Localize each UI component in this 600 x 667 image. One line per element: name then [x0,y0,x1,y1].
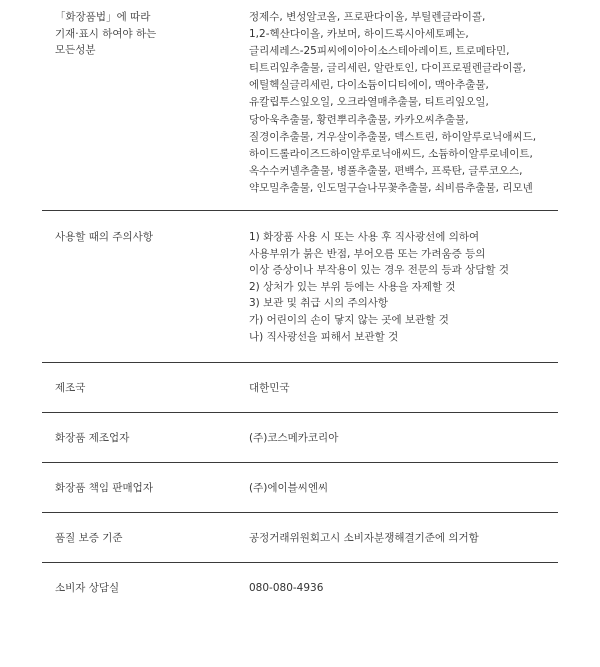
table-row-precautions [42,211,558,363]
table-row-origin [42,363,558,413]
row-label: 품질 보증 기준 [55,532,123,544]
row-value: (주)에이블씨엔씨 [249,482,329,494]
row-value: 080-080-4936 [249,582,324,594]
table-row-customer-service [42,563,558,613]
row-value: 1) 화장품 사용 시 또는 사용 후 직사광선에 의하여 사용부위가 붉은 반점, 부어오름 또는 가려움증 등의 이상 증상이나 부작용이 있는 경우 전문의 등과 상담할 것 2) 상처가 있는 부위 등에는 사용을 자제할 것 3) 보관 및 취급 시의 주의사항 가) 어린이의 손이 닿지 않는 곳에 보관할 것 나) 직사광선을 피해서 보관할 것 [249,231,509,343]
row-label: 제조국 [55,382,86,394]
row-value: 대한민국 [249,382,290,394]
row-value: (주)코스메카코리아 [249,432,339,444]
row-label: 소비자 상담실 [55,582,120,594]
row-label: 화장품 제조업자 [55,432,130,444]
table-row-ingredients [42,0,558,211]
row-value: 정제수, 변성알코올, 프로판다이올, 부틸렌글라이콜, 1,2-헥산다이올, 카보머, 하이드록시아세토페논, 글리세레스-25피씨에이아이소스테아레이트, 트로메타민, 티트리잎추출물, 글리세린, 알란토인, 다이프로필렌글라이콜, 에틸헥실글리세린, 다이소듐이디티에이, 맥아추출물, 유칼립투스잎오일, 오크라열매추출물, 티트리잎오일, 당아욱추출물, 황련뿌리추출물, 카카오씨추출물, 질경이추출물, 겨우살이추출물, 덱스트린, 하이알루로닉애씨드, 하이드롤라이즈드하이알루로닉애씨드, 소듐하이알루로네이트, 옥수수커넬추출물, 병풀추출물, 편백수, 프룩탄, 글루코오스, 약모밀추출물, 인도멀구슬나무꽃추출물, 쇠비름추출물, 리모넨 [249,11,537,194]
row-label: 사용할 때의 주의사항 [55,231,153,243]
table-row-quality-standard [42,513,558,563]
row-label: 「화장품법」에 따라 기재·표시 하여야 하는 모든성분 [55,11,157,56]
table-row-manufacturer [42,413,558,463]
row-label: 화장품 책임 판매업자 [55,482,153,494]
row-value: 공정거래위원회고시 소비자분쟁해결기준에 의거함 [249,532,479,544]
table-row-seller [42,463,558,513]
